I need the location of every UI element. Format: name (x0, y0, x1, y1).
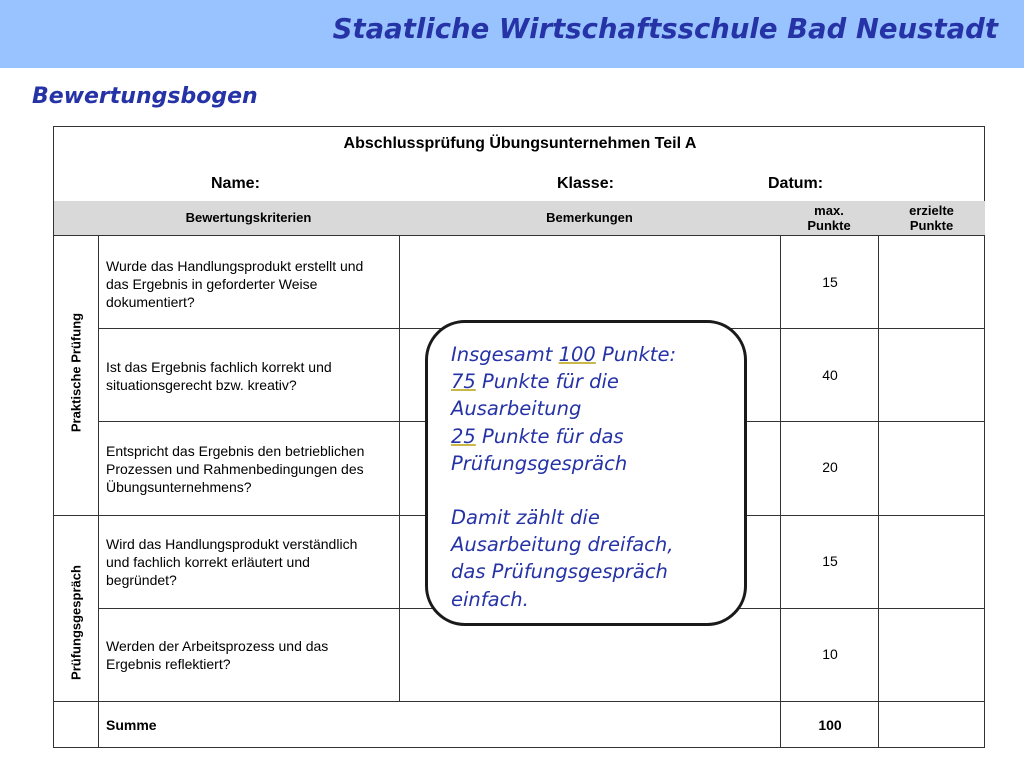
column-header-max-points (780, 203, 878, 233)
callout-number: 25 (451, 424, 476, 448)
callout-text: Punkte für die (475, 370, 619, 394)
school-title: Staatliche Wirtschaftsschule Bad Neustadt (332, 13, 998, 45)
callout-line (451, 341, 730, 368)
criterion-line: Ergebnis reflektiert? (106, 656, 231, 672)
sum-points: 100 (818, 717, 842, 733)
max-points-value: 15 (822, 274, 838, 290)
callout-text: Punkte für das (475, 424, 624, 448)
column-header-achieved-line2: Punkte (909, 218, 954, 233)
callout-line: einfach. (451, 587, 529, 611)
header-bar (0, 0, 1024, 68)
callout-number: 100 (558, 343, 596, 366)
grid-line (54, 701, 985, 702)
criterion-line: und fachlich korrekt erläutert und (106, 554, 310, 570)
section-label-practical: Praktische Prüfung (68, 312, 84, 433)
callout-line: das Prüfungsgespräch (451, 560, 668, 584)
criterion-line: dokumentiert? (106, 294, 195, 310)
max-points-value: 15 (822, 553, 838, 569)
criterion-text (106, 535, 396, 589)
column-header-criteria: Bewertungskriterien (185, 210, 312, 225)
criterion-text (106, 358, 396, 394)
column-header-achieved-points (878, 203, 985, 233)
callout-line (451, 423, 730, 450)
callout-line: Prüfungsgespräch (451, 451, 628, 475)
criterion-line: Wurde das Handlungsprodukt erstellt und (106, 258, 364, 274)
sum-label: Summe (106, 717, 157, 733)
grid-line (399, 201, 400, 701)
criterion-text (106, 442, 396, 496)
criterion-line: situationsgerecht bzw. kreativ? (106, 377, 297, 393)
criterion-line: Prozessen und Rahmenbedingungen des (106, 461, 364, 477)
criterion-text (106, 257, 396, 311)
criterion-line: Ist das Ergebnis fachlich korrekt und (106, 359, 332, 375)
criterion-line: Wird das Handlungsprodukt verständlich (106, 536, 358, 552)
callout-text: Punkte: (595, 343, 677, 366)
section-label-exam: Prüfungsgespräch (68, 565, 84, 680)
callout-line: Ausarbeitung (451, 397, 582, 421)
name-label: Name: (211, 175, 260, 192)
max-points-value: 20 (822, 459, 838, 475)
criterion-line: das Ergebnis in geforderter Weise (106, 276, 318, 292)
callout-text: Insgesamt (451, 343, 559, 366)
callout-line: Damit zählt die (451, 506, 600, 530)
max-points-value: 10 (822, 646, 838, 662)
grid-line (98, 235, 99, 748)
klasse-label: Klasse: (557, 175, 614, 192)
points-callout (425, 320, 747, 626)
callout-number: 75 (451, 370, 476, 394)
criterion-text (106, 637, 396, 673)
column-header-achieved-line1: erzielte (909, 203, 954, 218)
column-header-max-line1: max. (814, 203, 844, 218)
callout-line (451, 368, 730, 395)
form-title: Abschlussprüfung Übungsunternehmen Teil A (343, 135, 697, 152)
grid-line (54, 235, 985, 236)
column-header-remarks: Bemerkungen (546, 210, 633, 225)
datum-label: Datum: (768, 175, 824, 192)
page-title: Bewertungsbogen (32, 84, 258, 109)
criterion-line: begründet? (106, 572, 177, 588)
callout-spacer (451, 477, 730, 504)
max-points-value: 40 (822, 367, 838, 383)
criterion-line: Werden der Arbeitsprozess und das (106, 638, 329, 654)
callout-line: Ausarbeitung dreifach, (451, 533, 674, 557)
criterion-line: Entspricht das Ergebnis den betrieblichen (106, 443, 365, 459)
column-header-max-line2: Punkte (807, 218, 851, 233)
criterion-line: Übungsunternehmens? (106, 479, 252, 495)
